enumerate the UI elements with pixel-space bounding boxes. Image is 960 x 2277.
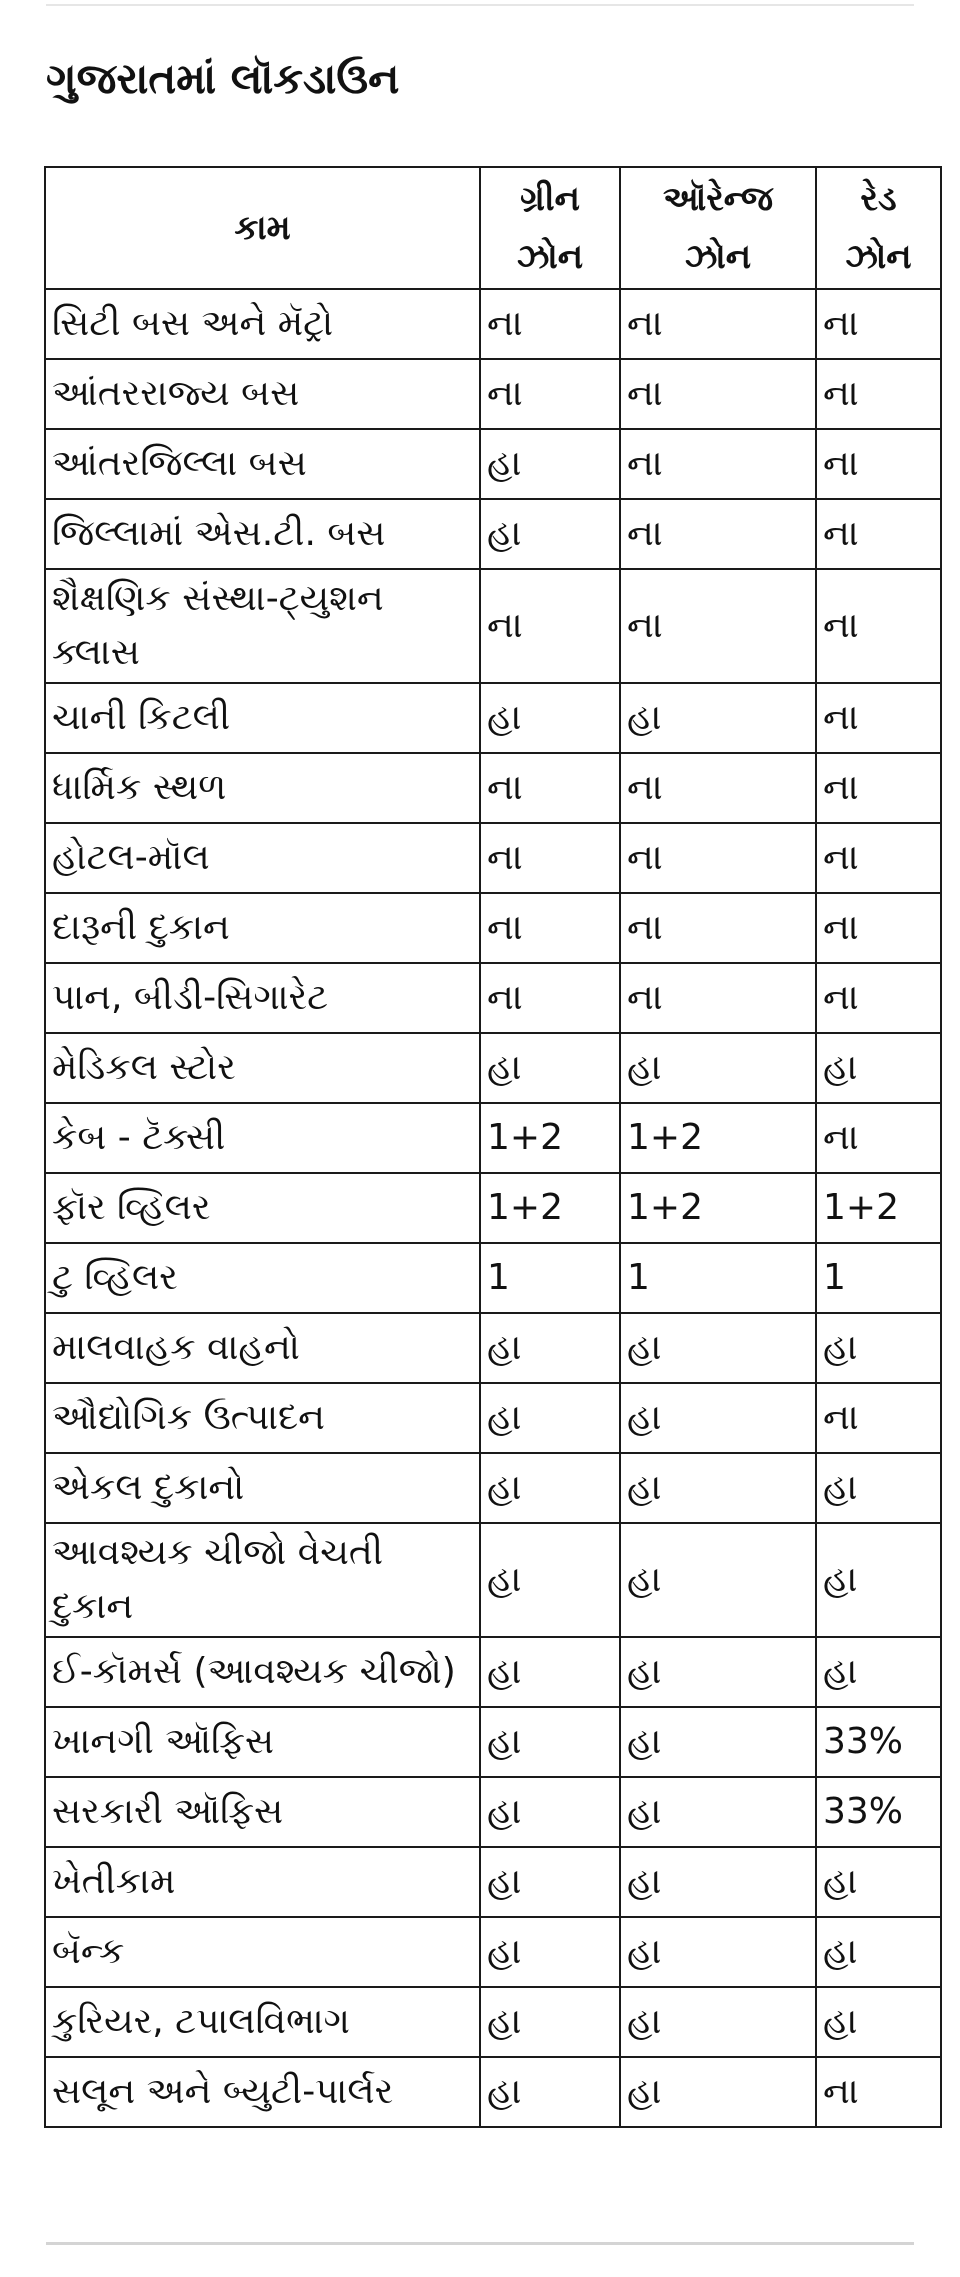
green-zone-cell: 1 — [480, 1243, 620, 1313]
green-zone-cell: હા — [480, 1707, 620, 1777]
red-zone-cell: ના — [816, 1103, 941, 1173]
activity-cell: ફૉર વ્હિલર — [45, 1173, 480, 1243]
activity-cell: ઔદ્યોગિક ઉત્પાદન — [45, 1383, 480, 1453]
activity-cell: આંતરરાજ્ય બસ — [45, 359, 480, 429]
table-row — [45, 1523, 941, 1637]
table-row — [45, 1707, 941, 1777]
green-zone-cell: હા — [480, 1987, 620, 2057]
green-zone-cell: હા — [480, 429, 620, 499]
green-zone-cell: ના — [480, 569, 620, 683]
red-zone-cell: હા — [816, 1313, 941, 1383]
orange-zone-cell: 1+2 — [620, 1103, 816, 1173]
red-zone-cell: હા — [816, 1033, 941, 1103]
header-activity: કામ — [45, 167, 480, 289]
activity-cell: પાન, બીડી-સિગારેટ — [45, 963, 480, 1033]
table-row — [45, 963, 941, 1033]
orange-zone-cell: હા — [620, 1987, 816, 2057]
red-zone-cell: ના — [816, 2057, 941, 2127]
green-zone-cell: હા — [480, 499, 620, 569]
orange-zone-cell: ના — [620, 499, 816, 569]
activity-cell: હોટલ-મૉલ — [45, 823, 480, 893]
activity-cell: કુરિયર, ટપાલવિભાગ — [45, 1987, 480, 2057]
activity-cell: ચાની કિટલી — [45, 683, 480, 753]
orange-zone-cell: ના — [620, 893, 816, 963]
orange-zone-cell: હા — [620, 1707, 816, 1777]
table-row — [45, 289, 941, 359]
table-row — [45, 2057, 941, 2127]
activity-cell: ટુ વ્હિલર — [45, 1243, 480, 1313]
orange-zone-cell: હા — [620, 1523, 816, 1637]
green-zone-cell: ના — [480, 893, 620, 963]
green-zone-cell: હા — [480, 1847, 620, 1917]
green-zone-cell: ના — [480, 289, 620, 359]
green-zone-cell: 1+2 — [480, 1173, 620, 1243]
orange-zone-cell: હા — [620, 1033, 816, 1103]
green-zone-cell: હા — [480, 1453, 620, 1523]
table-row — [45, 1103, 941, 1173]
activity-cell: ખેતીકામ — [45, 1847, 480, 1917]
red-zone-cell: ના — [816, 963, 941, 1033]
green-zone-cell: 1+2 — [480, 1103, 620, 1173]
red-zone-cell: હા — [816, 1847, 941, 1917]
table-row — [45, 1173, 941, 1243]
green-zone-cell: ના — [480, 823, 620, 893]
activity-cell: શૈક્ષણિક સંસ્થા-ટ્યુશન ક્લાસ — [45, 569, 480, 683]
activity-cell: બૅન્ક — [45, 1917, 480, 1987]
green-zone-cell: હા — [480, 1313, 620, 1383]
table-row — [45, 1033, 941, 1103]
activity-cell: સરકારી ઑફિસ — [45, 1777, 480, 1847]
red-zone-cell: ના — [816, 823, 941, 893]
orange-zone-cell: ના — [620, 823, 816, 893]
table-row — [45, 1243, 941, 1313]
header-red-zone: રેડ ઝોન — [816, 167, 941, 289]
table-row — [45, 1917, 941, 1987]
orange-zone-cell: હા — [620, 1917, 816, 1987]
table-row — [45, 753, 941, 823]
table-row — [45, 569, 941, 683]
green-zone-cell: હા — [480, 1033, 620, 1103]
orange-zone-cell: ના — [620, 963, 816, 1033]
red-zone-cell: ના — [816, 359, 941, 429]
table-row — [45, 1987, 941, 2057]
red-zone-cell: હા — [816, 1637, 941, 1707]
header-row — [45, 167, 941, 289]
orange-zone-cell: ના — [620, 569, 816, 683]
orange-zone-cell: ના — [620, 753, 816, 823]
red-zone-cell: ના — [816, 289, 941, 359]
orange-zone-cell: હા — [620, 1453, 816, 1523]
red-zone-cell: ના — [816, 569, 941, 683]
activity-cell: ધાર્મિક સ્થળ — [45, 753, 480, 823]
orange-zone-cell: હા — [620, 1777, 816, 1847]
green-zone-cell: હા — [480, 2057, 620, 2127]
header-orange-zone: ઑરેન્જ ઝોન — [620, 167, 816, 289]
orange-zone-cell: હા — [620, 1847, 816, 1917]
table-row — [45, 1383, 941, 1453]
red-zone-cell: 33% — [816, 1707, 941, 1777]
table-row — [45, 823, 941, 893]
red-zone-cell: ના — [816, 429, 941, 499]
table-header — [45, 167, 941, 289]
page-title: ગુજરાતમાં લૉકડાઉન — [46, 54, 400, 103]
orange-zone-cell: ના — [620, 429, 816, 499]
table-body — [45, 289, 941, 2127]
red-zone-cell: હા — [816, 1523, 941, 1637]
red-zone-cell: ના — [816, 1383, 941, 1453]
activity-cell: મેડિકલ સ્ટોર — [45, 1033, 480, 1103]
table-row — [45, 429, 941, 499]
red-zone-cell: હા — [816, 1453, 941, 1523]
red-zone-cell: 1+2 — [816, 1173, 941, 1243]
table-row — [45, 1637, 941, 1707]
table-row — [45, 1777, 941, 1847]
activity-cell: દારૂની દુકાન — [45, 893, 480, 963]
green-zone-cell: હા — [480, 1637, 620, 1707]
activity-cell: જિલ્લામાં એસ.ટી. બસ — [45, 499, 480, 569]
activity-cell: સિટી બસ અને મૅટ્રો — [45, 289, 480, 359]
red-zone-cell: હા — [816, 1987, 941, 2057]
green-zone-cell: હા — [480, 1917, 620, 1987]
red-zone-cell: ના — [816, 683, 941, 753]
activity-cell: ખાનગી ઑફિસ — [45, 1707, 480, 1777]
green-zone-cell: ના — [480, 359, 620, 429]
lockdown-table — [44, 166, 942, 2128]
red-zone-cell: ના — [816, 499, 941, 569]
orange-zone-cell: ના — [620, 359, 816, 429]
orange-zone-cell: 1 — [620, 1243, 816, 1313]
table-row — [45, 359, 941, 429]
table-row — [45, 1453, 941, 1523]
orange-zone-cell: ના — [620, 289, 816, 359]
orange-zone-cell: હા — [620, 683, 816, 753]
red-zone-cell: ના — [816, 893, 941, 963]
green-zone-cell: હા — [480, 1523, 620, 1637]
red-zone-cell: 33% — [816, 1777, 941, 1847]
table-row — [45, 1313, 941, 1383]
red-zone-cell: હા — [816, 1917, 941, 1987]
green-zone-cell: ના — [480, 963, 620, 1033]
table-row — [45, 683, 941, 753]
orange-zone-cell: હા — [620, 1637, 816, 1707]
activity-cell: કેબ - ટૅક્સી — [45, 1103, 480, 1173]
activity-cell: એકલ દુકાનો — [45, 1453, 480, 1523]
activity-cell: સલૂન અને બ્યુટી-પાર્લર — [45, 2057, 480, 2127]
activity-cell: ઈ-કૉમર્સ (આવશ્યક ચીજો) — [45, 1637, 480, 1707]
green-zone-cell: હા — [480, 683, 620, 753]
orange-zone-cell: હા — [620, 1313, 816, 1383]
activity-cell: માલવાહક વાહનો — [45, 1313, 480, 1383]
green-zone-cell: હા — [480, 1383, 620, 1453]
activity-cell: આંતરજિલ્લા બસ — [45, 429, 480, 499]
bottom-divider — [46, 2242, 914, 2245]
green-zone-cell: ના — [480, 753, 620, 823]
header-green-zone: ગ્રીન ઝોન — [480, 167, 620, 289]
orange-zone-cell: હા — [620, 1383, 816, 1453]
activity-cell: આવશ્યક ચીજો વેચતી દુકાન — [45, 1523, 480, 1637]
table-row — [45, 893, 941, 963]
red-zone-cell: 1 — [816, 1243, 941, 1313]
red-zone-cell: ના — [816, 753, 941, 823]
top-divider — [46, 4, 914, 6]
orange-zone-cell: હા — [620, 2057, 816, 2127]
table-row — [45, 1847, 941, 1917]
table-row — [45, 499, 941, 569]
orange-zone-cell: 1+2 — [620, 1173, 816, 1243]
green-zone-cell: હા — [480, 1777, 620, 1847]
